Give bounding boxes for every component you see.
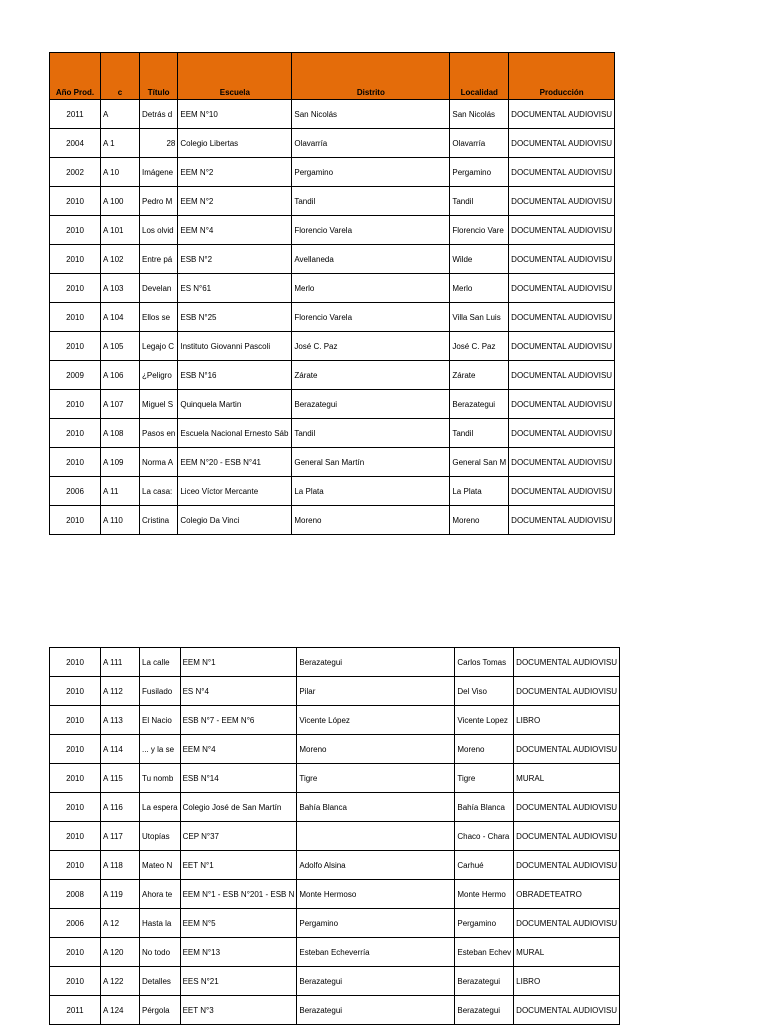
cell-localidad[interactable]: Tigre <box>455 764 514 793</box>
cell-c[interactable]: A 107 <box>101 390 140 419</box>
cell-produccion[interactable]: LIBRO <box>514 706 620 735</box>
cell-localidad[interactable]: Tandil <box>450 419 509 448</box>
cell-produccion[interactable]: DOCUMENTAL AUDIOVISU <box>509 448 615 477</box>
cell-titulo[interactable]: La casa: <box>140 477 178 506</box>
cell-titulo[interactable]: ... y la se <box>140 735 181 764</box>
cell-localidad[interactable]: La Plata <box>450 477 509 506</box>
cell-escuela[interactable]: ESB N°25 <box>178 303 292 332</box>
cell-year[interactable]: 2010 <box>50 332 101 361</box>
cell-distrito[interactable]: Monte Hermoso <box>297 880 455 909</box>
cell-localidad[interactable]: Carhué <box>455 851 514 880</box>
cell-titulo[interactable]: Imágene <box>140 158 178 187</box>
cell-distrito[interactable]: Zárate <box>292 361 450 390</box>
cell-year[interactable]: 2010 <box>50 706 101 735</box>
cell-produccion[interactable]: OBRADETEATRO <box>514 880 620 909</box>
cell-localidad[interactable]: Tandil <box>450 187 509 216</box>
cell-produccion[interactable]: DOCUMENTAL AUDIOVISU <box>514 677 620 706</box>
cell-year[interactable]: 2010 <box>50 187 101 216</box>
cell-escuela[interactable]: EET N°1 <box>180 851 297 880</box>
cell-produccion[interactable]: DOCUMENTAL AUDIOVISU <box>509 245 615 274</box>
cell-year[interactable]: 2010 <box>50 677 101 706</box>
table-row <box>50 735 620 764</box>
cell-distrito[interactable]: Berazategui <box>297 996 455 1025</box>
cell-localidad[interactable]: Olavarría <box>450 129 509 158</box>
cell-produccion[interactable]: DOCUMENTAL AUDIOVISU <box>514 851 620 880</box>
cell-titulo[interactable]: Pérgola <box>140 996 181 1025</box>
cell-c[interactable]: A 100 <box>101 187 140 216</box>
cell-year[interactable]: 2010 <box>50 390 101 419</box>
table-row <box>50 245 615 274</box>
table-row <box>50 303 615 332</box>
table-row <box>50 274 615 303</box>
cell-localidad[interactable]: Berazategui <box>450 390 509 419</box>
cell-escuela[interactable]: ESB N°14 <box>180 764 297 793</box>
table-row <box>50 677 620 706</box>
cell-titulo[interactable]: La espera <box>140 793 181 822</box>
header-titulo: Título <box>140 53 178 100</box>
cell-year[interactable]: 2010 <box>50 303 101 332</box>
cell-year[interactable]: 2011 <box>50 100 101 129</box>
cell-localidad[interactable]: Monte Hermo <box>455 880 514 909</box>
cell-titulo[interactable]: Utopías <box>140 822 181 851</box>
cell-escuela[interactable]: EET N°3 <box>180 996 297 1025</box>
cell-escuela[interactable]: Colegio Da Vinci <box>178 506 292 535</box>
cell-c[interactable]: A 11 <box>101 477 140 506</box>
cell-produccion[interactable]: DOCUMENTAL AUDIOVISU <box>509 506 615 535</box>
table-row <box>50 996 620 1025</box>
cell-localidad[interactable]: General San M <box>450 448 509 477</box>
table-row <box>50 477 615 506</box>
cell-titulo[interactable]: Cristina <box>140 506 178 535</box>
cell-year[interactable]: 2009 <box>50 361 101 390</box>
cell-localidad[interactable]: Pergamino <box>450 158 509 187</box>
cell-localidad[interactable]: Villa San Luis <box>450 303 509 332</box>
cell-produccion[interactable]: DOCUMENTAL AUDIOVISU <box>509 100 615 129</box>
cell-c[interactable]: A 12 <box>101 909 140 938</box>
cell-produccion[interactable]: DOCUMENTAL AUDIOVISU <box>509 187 615 216</box>
cell-localidad[interactable]: Berazategui <box>455 996 514 1025</box>
cell-year[interactable]: 2006 <box>50 909 101 938</box>
cell-distrito[interactable]: Florencio Varela <box>292 216 450 245</box>
cell-produccion[interactable]: DOCUMENTAL AUDIOVISU <box>509 390 615 419</box>
cell-escuela[interactable]: EEM N°4 <box>180 735 297 764</box>
cell-year[interactable]: 2006 <box>50 477 101 506</box>
table-row <box>50 448 615 477</box>
cell-c[interactable]: A 102 <box>101 245 140 274</box>
table-row <box>50 390 615 419</box>
cell-c[interactable]: A 124 <box>101 996 140 1025</box>
cell-c[interactable]: A <box>101 100 140 129</box>
table-row <box>50 851 620 880</box>
cell-produccion[interactable]: MURAL <box>514 764 620 793</box>
cell-produccion[interactable]: DOCUMENTAL AUDIOVISU <box>514 822 620 851</box>
table-row <box>50 764 620 793</box>
cell-produccion[interactable]: DOCUMENTAL AUDIOVISU <box>509 419 615 448</box>
table-row <box>50 216 615 245</box>
cell-titulo[interactable]: Entre pá <box>140 245 178 274</box>
cell-localidad[interactable]: Moreno <box>450 506 509 535</box>
cell-escuela[interactable]: ES N°61 <box>178 274 292 303</box>
cell-localidad[interactable]: Berazategui <box>455 967 514 996</box>
cell-c[interactable]: A 118 <box>101 851 140 880</box>
table-row <box>50 938 620 967</box>
cell-distrito[interactable]: Tigre <box>297 764 455 793</box>
cell-c[interactable]: A 108 <box>101 419 140 448</box>
school-productions-table-2 <box>49 647 620 1025</box>
cell-titulo[interactable]: Hasta la <box>140 909 181 938</box>
cell-produccion[interactable]: DOCUMENTAL AUDIOVISU <box>514 735 620 764</box>
cell-titulo[interactable]: Tu nomb <box>140 764 181 793</box>
cell-titulo[interactable]: No todo <box>140 938 181 967</box>
cell-titulo[interactable]: Ahora te <box>140 880 181 909</box>
cell-year[interactable]: 2010 <box>50 506 101 535</box>
cell-year[interactable]: 2010 <box>50 648 101 677</box>
cell-c[interactable]: A 101 <box>101 216 140 245</box>
cell-localidad[interactable]: Moreno <box>455 735 514 764</box>
cell-year[interactable]: 2010 <box>50 245 101 274</box>
cell-localidad[interactable]: Vicente Lopez <box>455 706 514 735</box>
cell-produccion[interactable]: DOCUMENTAL AUDIOVISU <box>514 793 620 822</box>
cell-escuela[interactable]: EEM N°13 <box>180 938 297 967</box>
cell-escuela[interactable]: Escuela Nacional Ernesto Sáb <box>178 419 292 448</box>
cell-distrito[interactable]: Avellaneda <box>292 245 450 274</box>
cell-localidad[interactable]: Del Viso <box>455 677 514 706</box>
cell-distrito[interactable]: Berazategui <box>297 648 455 677</box>
cell-titulo[interactable]: Mateo N <box>140 851 181 880</box>
cell-localidad[interactable]: Chaco - Chara <box>455 822 514 851</box>
cell-produccion[interactable]: LIBRO <box>514 967 620 996</box>
cell-year[interactable]: 2008 <box>50 880 101 909</box>
table-row <box>50 158 615 187</box>
cell-produccion[interactable]: DOCUMENTAL AUDIOVISU <box>509 477 615 506</box>
cell-titulo[interactable]: Los olvid <box>140 216 178 245</box>
cell-distrito[interactable]: General San Martín <box>292 448 450 477</box>
cell-year[interactable]: 2010 <box>50 216 101 245</box>
cell-localidad[interactable]: Carlos Tomas <box>455 648 514 677</box>
cell-escuela[interactable]: CEP N°37 <box>180 822 297 851</box>
cell-distrito[interactable]: Esteban Echeverría <box>297 938 455 967</box>
cell-escuela[interactable]: Colegio Libertas <box>178 129 292 158</box>
cell-titulo[interactable]: Detrás d <box>140 100 178 129</box>
table-row <box>50 332 615 361</box>
cell-produccion[interactable]: DOCUMENTAL AUDIOVISU <box>509 274 615 303</box>
cell-escuela[interactable]: EEM N°2 <box>178 158 292 187</box>
cell-c[interactable]: A 113 <box>101 706 140 735</box>
table-row <box>50 100 615 129</box>
cell-escuela[interactable]: EEM N°20 - ESB N°41 <box>178 448 292 477</box>
cell-year[interactable]: 2010 <box>50 793 101 822</box>
cell-localidad[interactable]: Bahía Blanca <box>455 793 514 822</box>
spreadsheet-page-1 <box>49 52 615 535</box>
cell-titulo[interactable]: Develan <box>140 274 178 303</box>
cell-titulo[interactable]: Fusilado <box>140 677 181 706</box>
cell-year[interactable]: 2010 <box>50 764 101 793</box>
table-row <box>50 361 615 390</box>
cell-produccion[interactable]: DOCUMENTAL AUDIOVISU <box>509 361 615 390</box>
cell-titulo[interactable]: Pedro M <box>140 187 178 216</box>
cell-year[interactable]: 2004 <box>50 129 101 158</box>
table-1-body <box>50 100 615 535</box>
cell-escuela[interactable]: EEM N°5 <box>180 909 297 938</box>
cell-localidad[interactable]: José C. Paz <box>450 332 509 361</box>
cell-produccion[interactable]: DOCUMENTAL AUDIOVISU <box>509 332 615 361</box>
table-row <box>50 129 615 158</box>
cell-distrito[interactable]: Tandil <box>292 419 450 448</box>
cell-year[interactable]: 2010 <box>50 419 101 448</box>
cell-year[interactable]: 2002 <box>50 158 101 187</box>
cell-distrito[interactable]: Adolfo Alsina <box>297 851 455 880</box>
header-year: Año Prod. <box>50 53 101 100</box>
cell-distrito[interactable]: Berazategui <box>297 967 455 996</box>
cell-c[interactable]: A 105 <box>101 332 140 361</box>
cell-produccion[interactable]: DOCUMENTAL AUDIOVISU <box>509 158 615 187</box>
school-productions-table-1 <box>49 52 615 535</box>
cell-distrito[interactable]: San Nicolás <box>292 100 450 129</box>
cell-c[interactable]: A 103 <box>101 274 140 303</box>
table-row <box>50 909 620 938</box>
cell-produccion[interactable]: DOCUMENTAL AUDIOVISU <box>514 909 620 938</box>
cell-c[interactable]: A 1 <box>101 129 140 158</box>
cell-titulo[interactable]: Detalles <box>140 967 181 996</box>
cell-localidad[interactable]: Florencio Vare <box>450 216 509 245</box>
cell-year[interactable]: 2010 <box>50 735 101 764</box>
table-row <box>50 880 620 909</box>
cell-escuela[interactable]: ESB N°7 - EEM N°6 <box>180 706 297 735</box>
cell-c[interactable]: A 117 <box>101 822 140 851</box>
cell-titulo[interactable]: Pasos en <box>140 419 178 448</box>
cell-c[interactable]: A 110 <box>101 506 140 535</box>
spreadsheet-page-2 <box>49 647 620 1025</box>
cell-localidad[interactable]: Esteban Echev <box>455 938 514 967</box>
cell-titulo[interactable]: Ellos se <box>140 303 178 332</box>
cell-distrito[interactable]: Vicente López <box>297 706 455 735</box>
cell-c[interactable]: A 10 <box>101 158 140 187</box>
cell-c[interactable]: A 115 <box>101 764 140 793</box>
cell-c[interactable]: A 116 <box>101 793 140 822</box>
cell-year[interactable]: 2011 <box>50 996 101 1025</box>
cell-distrito[interactable]: Tandil <box>292 187 450 216</box>
cell-c[interactable]: A 120 <box>101 938 140 967</box>
cell-distrito[interactable]: Pilar <box>297 677 455 706</box>
cell-titulo[interactable]: Miguel S <box>140 390 178 419</box>
cell-produccion[interactable]: MURAL <box>514 938 620 967</box>
header-c: c <box>101 53 140 100</box>
table-row <box>50 506 615 535</box>
cell-distrito[interactable] <box>297 822 455 851</box>
cell-c[interactable]: A 111 <box>101 648 140 677</box>
cell-escuela[interactable]: EEM N°2 <box>178 187 292 216</box>
cell-titulo[interactable]: ¿Peligro <box>140 361 178 390</box>
cell-year[interactable]: 2010 <box>50 851 101 880</box>
cell-produccion[interactable]: DOCUMENTAL AUDIOVISU <box>514 648 620 677</box>
cell-titulo[interactable]: 28 <box>140 129 178 158</box>
cell-distrito[interactable]: José C. Paz <box>292 332 450 361</box>
cell-c[interactable]: A 106 <box>101 361 140 390</box>
cell-escuela[interactable]: EEM N°1 - ESB N°201 - ESB N <box>180 880 297 909</box>
table-2-body <box>50 648 620 1025</box>
cell-year[interactable]: 2010 <box>50 938 101 967</box>
cell-distrito[interactable]: Berazategui <box>292 390 450 419</box>
cell-year[interactable]: 2010 <box>50 274 101 303</box>
table-row <box>50 822 620 851</box>
table-row <box>50 793 620 822</box>
cell-year[interactable]: 2010 <box>50 967 101 996</box>
header-produccion: Producción <box>509 53 615 100</box>
header-row <box>50 53 615 100</box>
cell-c[interactable]: A 109 <box>101 448 140 477</box>
cell-c[interactable]: A 122 <box>101 967 140 996</box>
cell-escuela[interactable]: EEM N°4 <box>178 216 292 245</box>
table-row <box>50 967 620 996</box>
table-row <box>50 648 620 677</box>
cell-produccion[interactable]: DOCUMENTAL AUDIOVISU <box>514 996 620 1025</box>
cell-year[interactable]: 2010 <box>50 448 101 477</box>
cell-localidad[interactable]: Merlo <box>450 274 509 303</box>
cell-titulo[interactable]: Norma A <box>140 448 178 477</box>
header-distrito: Distrito <box>292 53 450 100</box>
cell-produccion[interactable]: DOCUMENTAL AUDIOVISU <box>509 303 615 332</box>
cell-distrito[interactable]: Merlo <box>292 274 450 303</box>
cell-c[interactable]: A 114 <box>101 735 140 764</box>
cell-titulo[interactable]: La calle <box>140 648 181 677</box>
cell-escuela[interactable]: Instituto Giovanni Pascoli <box>178 332 292 361</box>
header-escuela: Escuela <box>178 53 292 100</box>
cell-escuela[interactable]: ESB N°16 <box>178 361 292 390</box>
cell-c[interactable]: A 112 <box>101 677 140 706</box>
cell-year[interactable]: 2010 <box>50 822 101 851</box>
cell-escuela[interactable]: EEM N°1 <box>180 648 297 677</box>
table-row <box>50 187 615 216</box>
cell-localidad[interactable]: Wilde <box>450 245 509 274</box>
cell-produccion[interactable]: DOCUMENTAL AUDIOVISU <box>509 216 615 245</box>
cell-localidad[interactable]: Zárate <box>450 361 509 390</box>
cell-escuela[interactable]: EEM N°10 <box>178 100 292 129</box>
cell-distrito[interactable]: Olavarría <box>292 129 450 158</box>
cell-c[interactable]: A 119 <box>101 880 140 909</box>
cell-distrito[interactable]: La Plata <box>292 477 450 506</box>
cell-distrito[interactable]: Moreno <box>292 506 450 535</box>
cell-distrito[interactable]: Pergamino <box>297 909 455 938</box>
cell-localidad[interactable]: Pergamino <box>455 909 514 938</box>
cell-c[interactable]: A 104 <box>101 303 140 332</box>
cell-distrito[interactable]: Moreno <box>297 735 455 764</box>
cell-distrito[interactable]: Bahía Blanca <box>297 793 455 822</box>
header-localidad: Localidad <box>450 53 509 100</box>
table-row <box>50 706 620 735</box>
cell-escuela[interactable]: Liceo Víctor Mercante <box>178 477 292 506</box>
cell-distrito[interactable]: Pergamino <box>292 158 450 187</box>
cell-produccion[interactable]: DOCUMENTAL AUDIOVISU <box>509 129 615 158</box>
cell-escuela[interactable]: EES N°21 <box>180 967 297 996</box>
cell-titulo[interactable]: Legajo C <box>140 332 178 361</box>
cell-escuela[interactable]: Quinquela Martin <box>178 390 292 419</box>
cell-distrito[interactable]: Florencio Varela <box>292 303 450 332</box>
table-row <box>50 419 615 448</box>
cell-escuela[interactable]: Colegio José de San Martín <box>180 793 297 822</box>
cell-escuela[interactable]: ES N°4 <box>180 677 297 706</box>
cell-titulo[interactable]: El Nacio <box>140 706 181 735</box>
cell-localidad[interactable]: San Nicolás <box>450 100 509 129</box>
cell-escuela[interactable]: ESB N°2 <box>178 245 292 274</box>
